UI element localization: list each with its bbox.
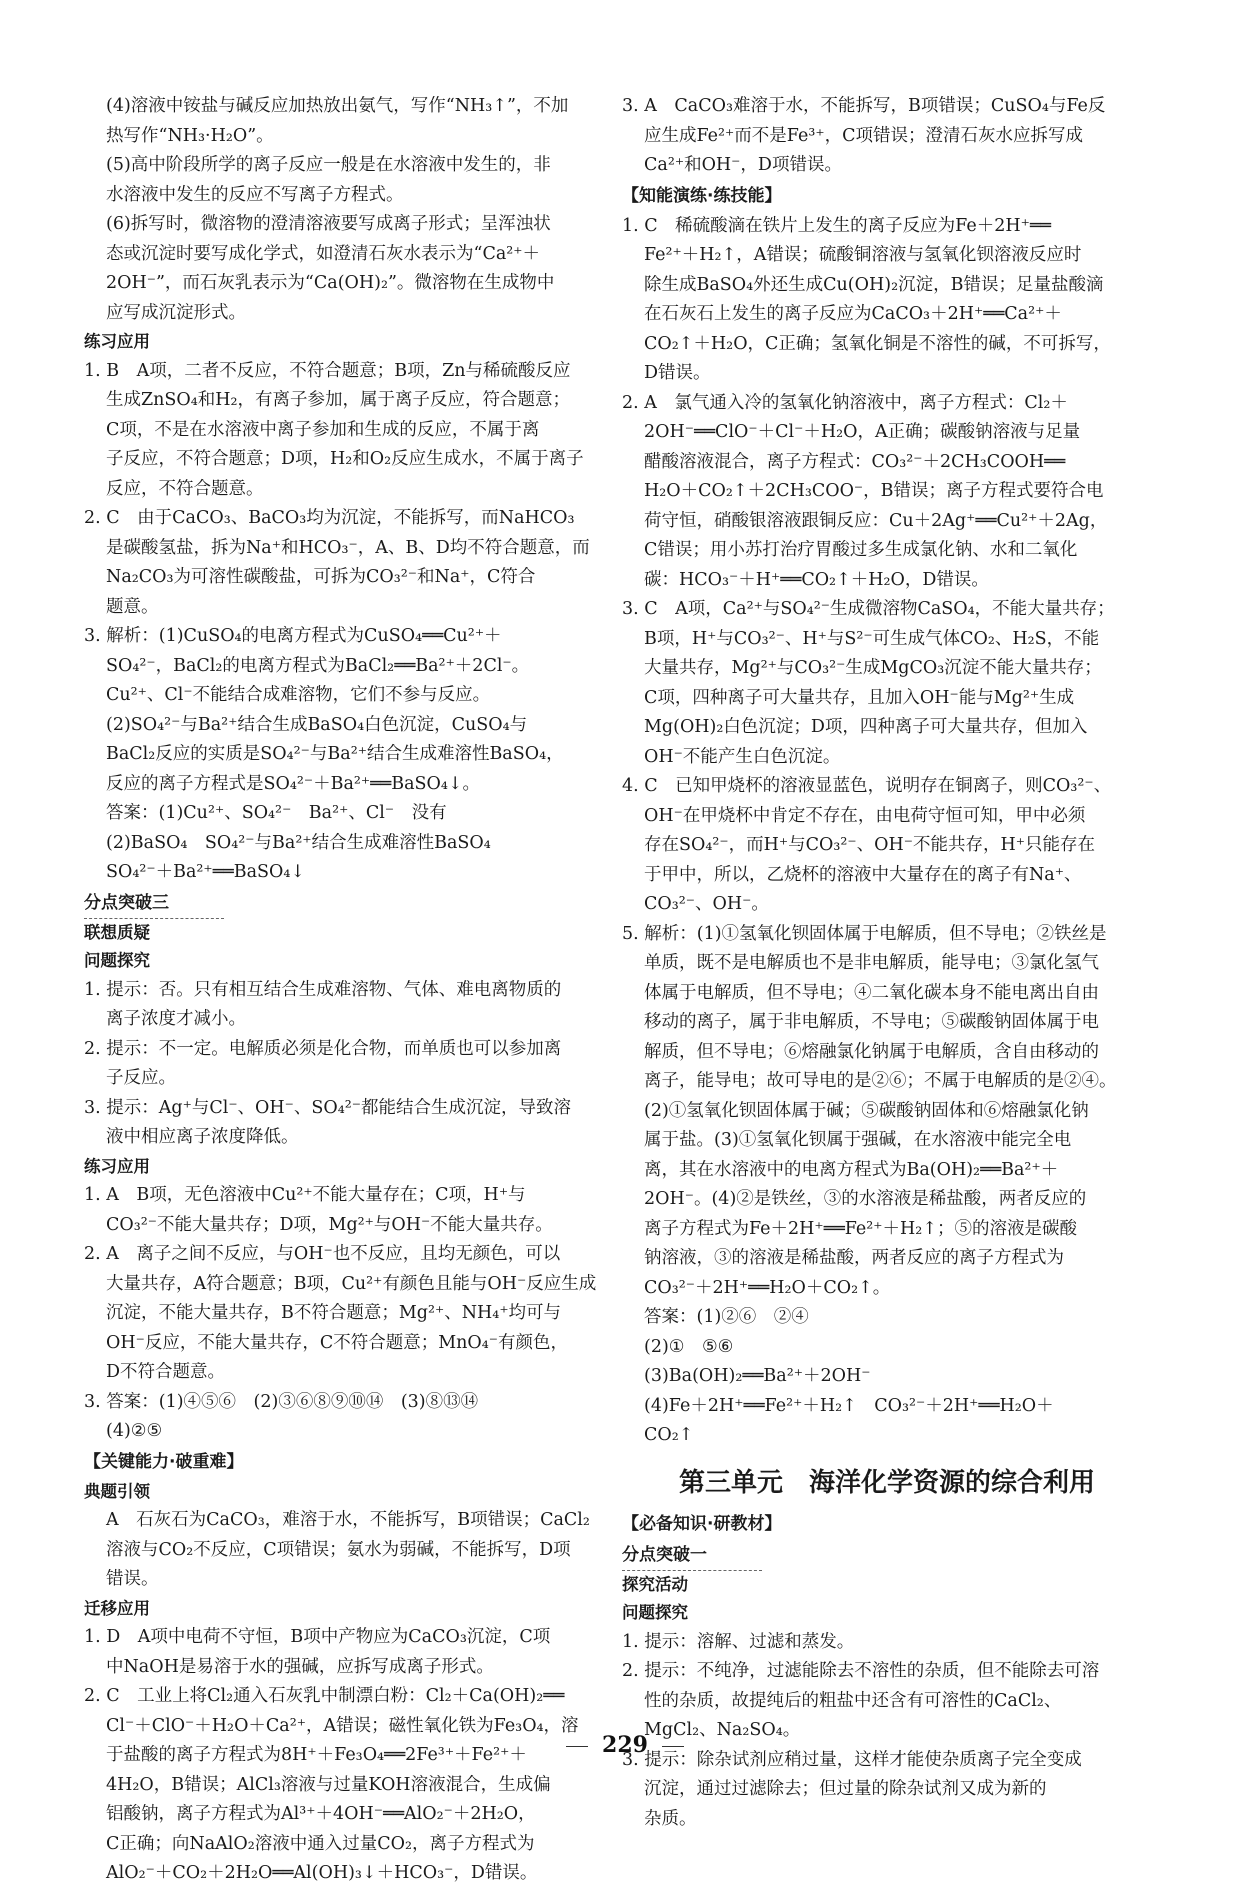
text-line: Cl⁻＋ClO⁻＋H₂O＋Ca²⁺，A错误；磁性氧化铁为Fe₃O₄，溶	[106, 1715, 579, 1736]
text-line: CO₃²⁻＋2H⁺══H₂O＋CO₂↑。	[644, 1277, 891, 1298]
text-line: 答案：(1)Cu²⁺、SO₄²⁻ Ba²⁺、Cl⁻ 没有	[106, 803, 447, 823]
text-line: 2OH⁻”，而石灰乳表示为“Ca(OH)₂”。微溶物在生成物中	[106, 273, 555, 293]
text-line: 2. A 离子之间不反应，与OH⁻也不反应，且均无颜色，可以	[84, 1244, 561, 1264]
text-line: 答案：(1)②⑥ ②④	[644, 1307, 809, 1327]
text-line: 荷守恒，硝酸银溶液跟铜反应：Cu＋2Ag⁺══Cu²⁺＋2Ag，	[644, 510, 1108, 531]
text-line: OH⁻不能产生白色沉淀。	[644, 746, 841, 767]
text-line: CO₃²⁻、OH⁻。	[644, 894, 769, 914]
text-line: 2. A 氯气通入冷的氢氧化钠溶液中，离子方程式：Cl₂＋	[622, 392, 1068, 413]
text-line: D不符合题意。	[106, 1362, 226, 1382]
text-line: 中NaOH是易溶于水的强碱，应拆写成离子形式。	[106, 1656, 494, 1677]
text-line: 移动的离子，属于非电解质，不导电；⑤碳酸钠固体属于电	[644, 1012, 1099, 1032]
sub-heading: 练习应用	[84, 332, 150, 351]
part-heading: 【必备知识·研教材】	[622, 1513, 782, 1534]
text-line: 2. C 由于CaCO₃、BaCO₃均为沉淀，不能拆写，而NaHCO₃	[84, 508, 575, 528]
text-line: OH⁻反应，不能大量共存，C不符合题意；MnO₄⁻有颜色，	[106, 1332, 569, 1353]
text-line: 3. 答案：(1)④⑤⑥ (2)③⑥⑧⑨⑩⑭ (3)⑧⑬⑭	[84, 1391, 479, 1412]
text-line: 4. C 已知甲烧杯的溶液显蓝色，说明存在铜离子，则CO₃²⁻、	[622, 776, 1112, 796]
text-line: 1. 提示：否。只有相互结合生成难溶物、气体、难电离物质的	[84, 979, 562, 1000]
text-line: SO₄²⁻＋Ba²⁺══BaSO₄↓	[106, 862, 306, 882]
sub-heading: 迁移应用	[84, 1598, 150, 1618]
text-line: BaCl₂反应的实质是SO₄²⁻与Ba²⁺结合生成难溶性BaSO₄，	[106, 744, 564, 764]
text-line: C正确；向NaAlO₂溶液中通入过量CO₂，离子方程式为	[106, 1833, 535, 1854]
text-line: 生成ZnSO₄和H₂，有离子参加，属于离子反应，符合题意；	[106, 390, 571, 410]
text-line: Fe²⁺＋H₂↑，A错误；硫酸铜溶液与氢氧化钡溶液反应时	[644, 245, 1082, 265]
text-line: MgCl₂、Na₂SO₄。	[644, 1720, 801, 1740]
text-line: 属于盐。(3)①氢氧化钡属于强碱，在水溶液中能完全电	[644, 1130, 1072, 1150]
text-line: 2. 提示：不纯净，过滤能除去不溶性的杂质，但不能除去可溶	[622, 1661, 1100, 1681]
text-line: Ca²⁺和OH⁻，D项错误。	[644, 155, 842, 175]
sub-heading: 练习应用	[84, 1156, 150, 1176]
text-line: (2)BaSO₄ SO₄²⁻与Ba²⁺结合生成难溶性BaSO₄	[106, 832, 491, 853]
text-line: 5. 解析：(1)①氢氧化钡固体属于电解质，但不导电；②铁丝是	[622, 923, 1107, 944]
text-line: 在石灰石上发生的离子反应为CaCO₃＋2H⁺══Ca²⁺＋	[644, 304, 1062, 324]
sub-heading: 典题引领	[84, 1481, 150, 1501]
text-line: 存在SO₄²⁻，而H⁺与CO₃²⁻、OH⁻不能共存，H⁺只能存在	[644, 835, 1095, 855]
text-line: OH⁻在甲烧杯中肯定不存在，由电荷守恒可知，甲中必须	[644, 805, 1086, 826]
sub-heading: 探究活动	[622, 1574, 688, 1594]
text-line: 离，其在水溶液中的电离方程式为Ba(OH)₂══Ba²⁺＋	[644, 1159, 1059, 1180]
left-column	[84, 92, 606, 1889]
text-line: 大量共存，Mg²⁺与CO₃²⁻生成MgCO₃沉淀不能大量共存；	[644, 658, 1102, 678]
text-line: 离子浓度才减小。	[106, 1009, 246, 1029]
text-line: 大量共存，A符合题意；B项，Cu²⁺有颜色且能与OH⁻反应生成	[106, 1273, 597, 1294]
text-line: 钠溶液，③的溶液是稀盐酸，两者反应的离子方程式为	[644, 1248, 1064, 1268]
part-heading: 【知能演练·练技能】	[622, 185, 782, 206]
text-line: 溶液与CO₂不反应，C项错误；氨水为弱碱，不能拆写，D项	[106, 1539, 571, 1560]
text-line: 离子，能导电；故可导电的是②⑥；不属于电解质的是②④。	[644, 1071, 1117, 1091]
text-line: 于盐酸的离子方程式为8H⁺＋Fe₃O₄══2Fe³⁺＋Fe²⁺＋	[106, 1745, 527, 1765]
text-line: C项，四种离子可大量共存，且加入OH⁻能与Mg²⁺生成	[644, 687, 1075, 708]
text-line: (2)① ⑤⑥	[644, 1336, 734, 1357]
text-line: 2OH⁻。(4)②是铁丝，③的水溶液是稀盐酸，两者反应的	[644, 1189, 1087, 1209]
text-line: (6)拆写时，微溶物的澄清溶液要写成离子形式；呈浑浊状	[106, 214, 551, 234]
text-line: (2)SO₄²⁻与Ba²⁺结合生成BaSO₄白色沉淀，CuSO₄与	[106, 714, 528, 735]
text-line: 除生成BaSO₄外还生成Cu(OH)₂沉淀，B错误；足量盐酸滴	[644, 274, 1104, 295]
text-line: (3)Ba(OH)₂══Ba²⁺＋2OH⁻	[644, 1366, 871, 1386]
text-line: 碳：HCO₃⁻＋H⁺══CO₂↑＋H₂O，D错误。	[644, 569, 989, 590]
text-line: CO₂↑＋H₂O，C正确；氢氧化铜是不溶性的碱，不可拆写，	[644, 333, 1111, 354]
text-line: (4)溶液中铵盐与碱反应加热放出氨气，写作“NH₃↑”，不加	[106, 96, 569, 116]
text-line: 于甲中，所以，乙烧杯的溶液中大量存在的离子有Na⁺、	[644, 864, 1082, 885]
text-line: 错误。	[106, 1569, 159, 1589]
sub-heading: 联想质疑	[84, 922, 150, 942]
text-line: 沉淀，不能大量共存，B不符合题意；Mg²⁺、NH₄⁺均可与	[106, 1303, 562, 1323]
section-heading: 分点突破三	[84, 888, 224, 919]
text-line: 2OH⁻══ClO⁻＋Cl⁻＋H₂O，A正确；碳酸钠溶液与足量	[644, 422, 1081, 442]
text-line: 1. C 稀硫酸滴在铁片上发生的离子反应为Fe＋2H⁺══	[622, 215, 1051, 236]
text-line: C项，不是在水溶液中离子参加和生成的反应，不属于离	[106, 419, 540, 440]
text-line: Mg(OH)₂白色沉淀；D项，四种离子可大量共存，但加入	[644, 717, 1088, 737]
text-line: Cu²⁺、Cl⁻不能结合成难溶物，它们不参与反应。	[106, 685, 491, 705]
text-line: 醋酸溶液混合，离子方程式：CO₃²⁻＋2CH₃COOH══	[644, 451, 1066, 472]
text-line: 4H₂O，B错误；AlCl₃溶液与过量KOH溶液混合，生成偏	[106, 1774, 551, 1795]
text-line: 1. A B项，无色溶液中Cu²⁺不能大量存在；C项，H⁺与	[84, 1185, 526, 1205]
text-line: AlO₂⁻＋CO₂＋2H₂O══Al(OH)₃↓＋HCO₃⁻，D错误。	[106, 1863, 538, 1883]
text-line: 3. 提示：Ag⁺与Cl⁻、OH⁻、SO₄²⁻都能结合生成沉淀，导致溶	[84, 1097, 572, 1118]
text-line: (2)①氢氧化钡固体属于碱；⑤碳酸钠固体和⑥熔融氯化钠	[644, 1100, 1089, 1121]
unit-title: 第三单元 海洋化学资源的综合利用	[678, 1467, 1095, 1498]
text-line: 1. 提示：溶解、过滤和蒸发。	[622, 1631, 855, 1652]
text-line: 体属于电解质，但不导电；④二氧化碳本身不能电离出自由	[644, 982, 1099, 1003]
text-line: B项，H⁺与CO₃²⁻、H⁺与S²⁻可生成气体CO₂、H₂S，不能	[644, 628, 1100, 649]
section-heading: 分点突破一	[622, 1540, 762, 1571]
text-line: 1. D A项中电荷不守恒，B项中产物应为CaCO₃沉淀，C项	[84, 1627, 551, 1647]
page-number: 229	[0, 1732, 1250, 1758]
sub-heading: 问题探究	[622, 1603, 688, 1622]
text-line: 热写作“NH₃·H₂O”。	[106, 125, 274, 146]
text-line: A 石灰石为CaCO₃，难溶于水，不能拆写，B项错误；CaCl₂	[106, 1510, 590, 1530]
text-line: 1. B A项，二者不反应，不符合题意；B项，Zn与稀硫酸反应	[84, 360, 571, 381]
text-line: 液中相应离子浓度降低。	[106, 1127, 299, 1147]
text-line: 单质，既不是电解质也不是非电解质，能导电；③氯化氢气	[644, 953, 1099, 973]
text-line: (4)Fe＋2H⁺══Fe²⁺＋H₂↑ CO₃²⁻＋2H⁺══H₂O＋	[644, 1395, 1054, 1416]
text-line: 态或沉淀时要写成化学式，如澄清石灰水表示为“Ca²⁺＋	[106, 243, 541, 264]
text-line: 铝酸钠，离子方程式为Al³⁺＋4OH⁻══AlO₂⁻＋2H₂O，	[106, 1804, 536, 1824]
text-line: 离子方程式为Fe＋2H⁺══Fe²⁺＋H₂↑；⑤的溶液是碳酸	[644, 1218, 1077, 1239]
text-line: 反应的离子方程式是SO₄²⁻＋Ba²⁺══BaSO₄↓。	[106, 773, 481, 794]
text-line: 3. A CaCO₃难溶于水，不能拆写，B项错误；CuSO₄与Fe反	[622, 96, 1106, 116]
text-line: 应写成沉淀形式。	[106, 302, 246, 323]
text-line: (5)高中阶段所学的离子反应一般是在水溶液中发生的，非	[106, 155, 551, 175]
text-line: 子反应。	[106, 1068, 176, 1088]
text-line: CO₂↑	[644, 1425, 694, 1445]
sub-heading: 问题探究	[84, 951, 150, 970]
text-line: 题意。	[106, 596, 159, 617]
text-line: 反应，不符合题意。	[106, 478, 264, 499]
text-line: 2. C 工业上将Cl₂通入石灰乳中制漂白粉：Cl₂＋Ca(OH)₂══	[84, 1686, 565, 1706]
text-line: 2. 提示：不一定。电解质必须是化合物，而单质也可以参加离	[84, 1038, 562, 1059]
text-line: C错误；用小苏打治疗胃酸过多生成氯化钠、水和二氧化	[644, 540, 1078, 560]
right-column	[622, 92, 1152, 1834]
text-line: 水溶液中发生的反应不写离子方程式。	[106, 184, 404, 205]
text-line: Na₂CO₃为可溶性碳酸盐，可拆为CO₃²⁻和Na⁺，C符合	[106, 567, 536, 587]
text-line: 杂质。	[644, 1808, 697, 1829]
text-line: H₂O＋CO₂↑＋2CH₃COO⁻，B错误；离子方程式要符合电	[644, 481, 1104, 501]
text-line: 子反应，不符合题意；D项，H₂和O₂反应生成水，不属于离子	[106, 449, 584, 469]
text-line: 性的杂质，故提纯后的粗盐中还含有可溶性的CaCl₂、	[644, 1690, 1062, 1711]
text-line: CO₃²⁻不能大量共存；D项，Mg²⁺与OH⁻不能大量共存。	[106, 1214, 553, 1235]
text-line: (4)②⑤	[106, 1421, 163, 1441]
part-heading: 【关键能力·破重难】	[84, 1451, 244, 1472]
text-line: 应生成Fe²⁺而不是Fe³⁺，C项错误；澄清石灰水应拆写成	[644, 125, 1083, 146]
text-line: 沉淀，通过过滤除去；但过量的除杂试剂又成为新的	[644, 1779, 1047, 1799]
text-line: D错误。	[644, 363, 711, 383]
text-line: 是碳酸氢盐，拆为Na⁺和HCO₃⁻，A、B、D均不符合题意，而	[106, 537, 590, 558]
text-line: 3. C A项，Ca²⁺与SO₄²⁻生成微溶物CaSO₄，不能大量共存；	[622, 599, 1115, 619]
text-line: 3. 解析：(1)CuSO₄的电离方程式为CuSO₄══Cu²⁺＋	[84, 626, 502, 646]
text-line: 解质，但不导电；⑥熔融氯化钠属于电解质，含自由移动的	[644, 1041, 1099, 1062]
text-line: 3. 提示：除杂试剂应稍过量，这样才能使杂质离子完全变成	[622, 1749, 1082, 1770]
text-line: SO₄²⁻，BaCl₂的电离方程式为BaCl₂══Ba²⁺＋2Cl⁻。	[106, 655, 530, 676]
